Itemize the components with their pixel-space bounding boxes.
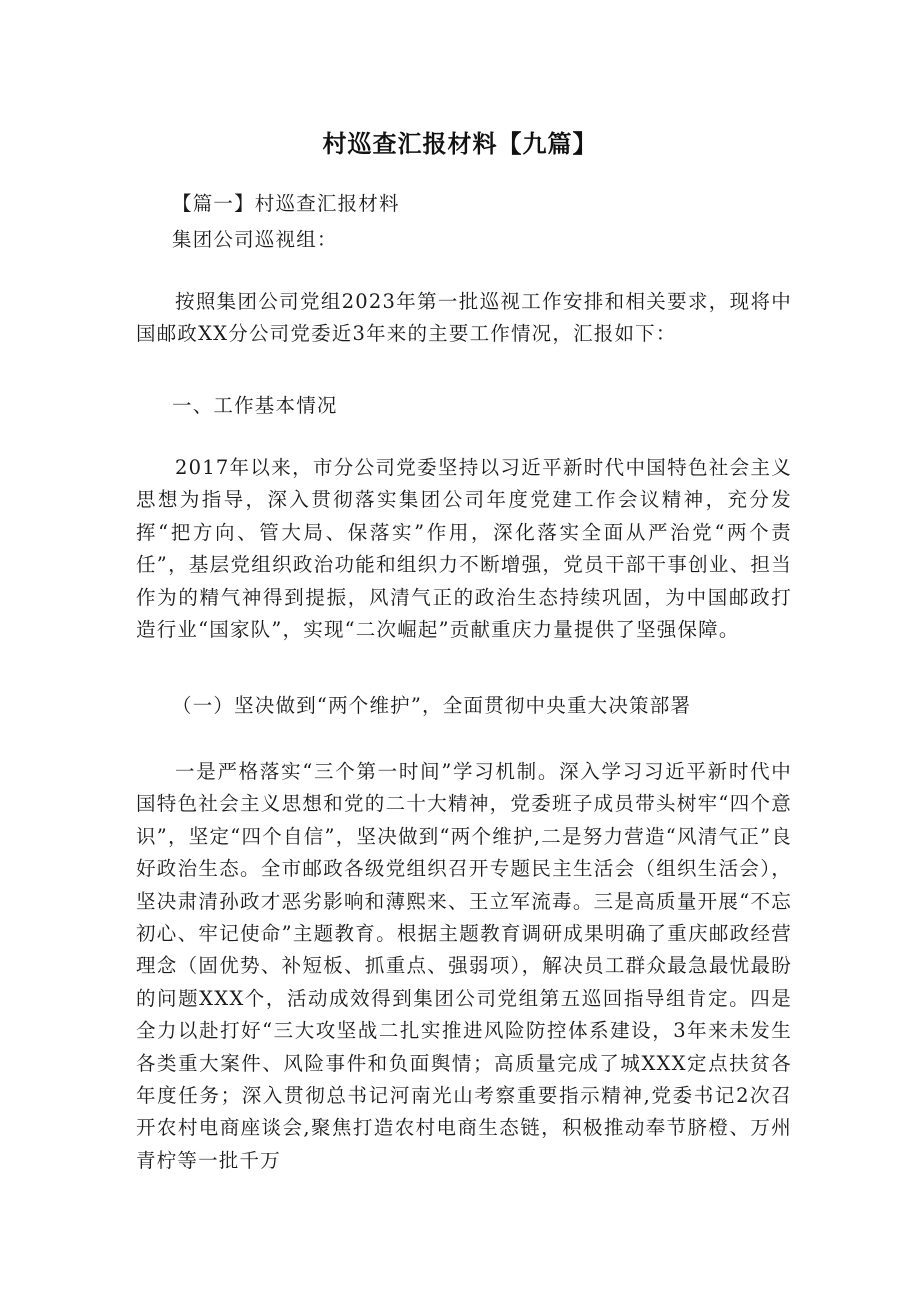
subheading-two-safeguards: （一）坚决做到“两个维护”，全面贯彻中央重大决策部署 <box>172 694 692 717</box>
salutation: 集团公司巡视组： <box>172 228 338 251</box>
intro-paragraph: 按照集团公司党组2023年第一批巡视工作安排和相关要求，现将中国邮政XX分公司党委近3年来的主要工作情况，汇报如下： <box>136 290 792 346</box>
paragraph-overview: 2017年以来，市分公司党委坚持以习近平新时代中国特色社会主义思想为指导，深入贯彻落实集团公司年度党建工作会议精神，充分发挥“把方向、管大局、保落实”作用，深化落实全面从严治党“两个责任”，基层党组织政治功能和组织力不断增强，党员干部干事创业、担当作为的精气神得到提振，风清气正的政治生态持续巩固，为中国邮政打造行业“国家队”，实现“二次崛起”贡献重庆力量提供了坚强保障。 <box>136 456 792 642</box>
heading-work-overview: 一、工作基本情况 <box>172 394 338 417</box>
document-title: 村巡查汇报材料【九篇】 <box>322 130 598 158</box>
section-heading: 【篇一】村巡查汇报材料 <box>172 192 400 215</box>
paragraph-measures: 一是严格落实“三个第一时间”学习机制。深入学习习近平新时代中国特色社会主义思想和党的二十大精神，党委班子成员带头树牢“四个意识”，坚定“四个自信”，坚决做到“两个维护,二是努力营造“风清气正”良好政治生态。全市邮政各级党组织召开专题民主生活会（组织生活会），坚决肃清孙政才恶劣影响和薄熙来、王立军流毒。三是高质量开展“不忘初心、牢记使命”主题教育。根据主题教育调研成果明确了重庆邮政经营理念（固优势、补短板、抓重点、强弱项），解决员工群众最急最忧最盼的问题XXX个，活动成效得到集团公司党组第五巡回指导组肯定。四是全力以赴打好“三大攻坚战二扎实推进风险防控体系建设，3年来未发生各类重大案件、风险事件和负面舆情；高质量完成了城XXX定点扶贫各年度任务；深入贯彻总书记河南光山考察重要指示精神,党委书记2次召开农村电商座谈会,聚焦打造农村电商生态链，积极推动奉节脐橙、万州青柠等一批千万 <box>136 760 792 1172</box>
